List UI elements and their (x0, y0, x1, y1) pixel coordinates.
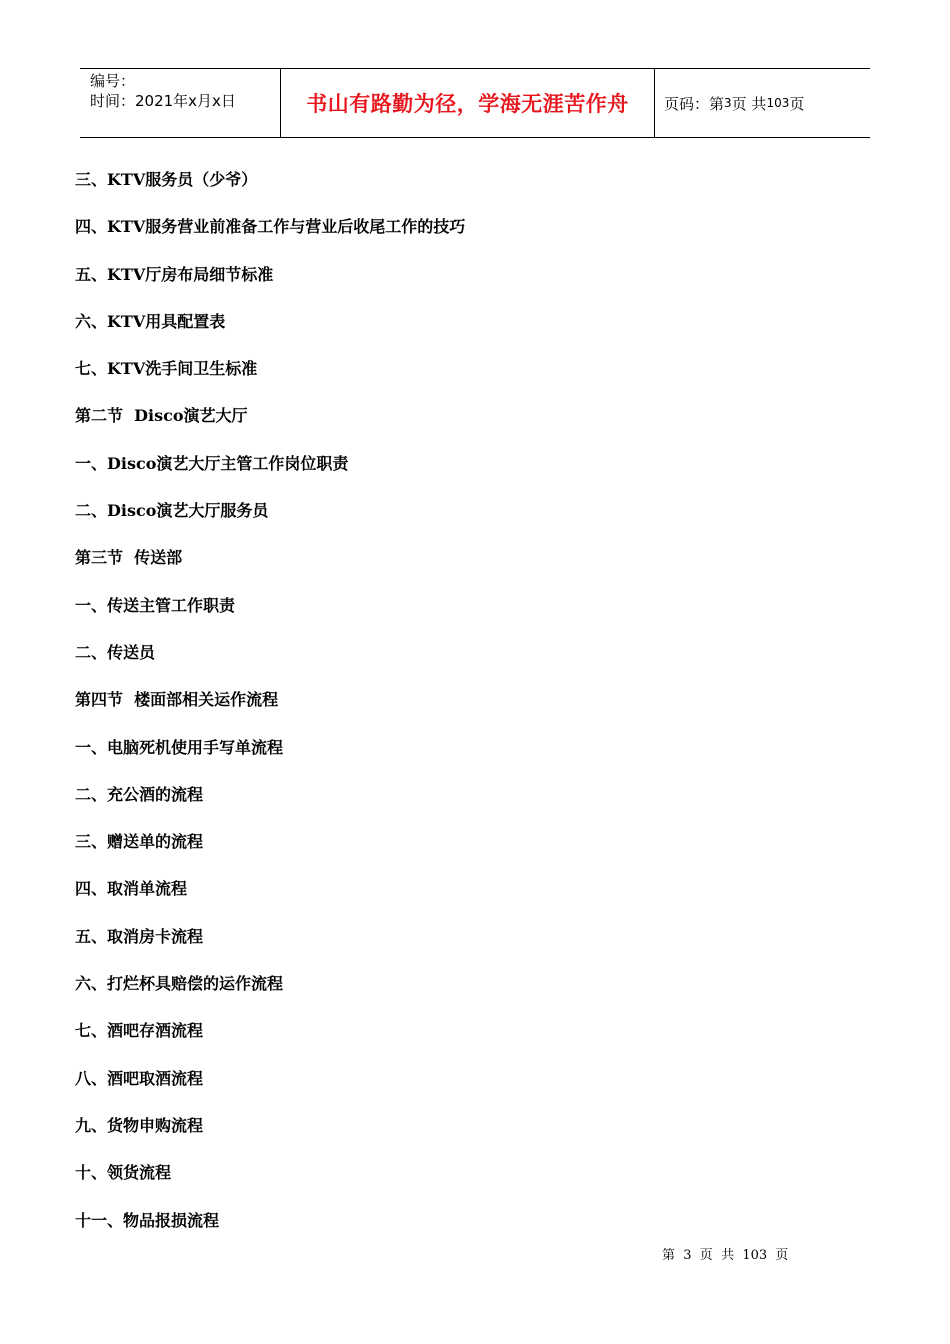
toc-item: 五、KTV厅房布局细节标准 (75, 264, 274, 284)
table-of-contents (75, 166, 465, 1254)
toc-item: 四、KTV服务营业前准备工作与营业后收尾工作的技巧 (75, 217, 466, 237)
toc-section-heading: 第三节 传送部 (75, 548, 183, 568)
toc-item: 十、领货流程 (75, 1163, 172, 1183)
header-motto: 书山有路勤为径，学海无涯苦作舟 (281, 69, 655, 137)
toc-item: 五、取消房卡流程 (75, 926, 204, 946)
toc-section-heading: 第四节 楼面部相关运作流程 (75, 690, 279, 710)
toc-item: 一、Disco演艺大厅主管工作岗位职责 (75, 453, 349, 473)
toc-section-heading: 第二节 Disco演艺大厅 (75, 406, 248, 426)
header-page-info (655, 69, 870, 137)
page-total: 103 (766, 96, 790, 110)
toc-item: 二、Disco演艺大厅服务员 (75, 501, 269, 521)
toc-item: 六、KTV用具配置表 (75, 311, 226, 331)
toc-item: 七、酒吧存酒流程 (75, 1021, 204, 1041)
page-header (80, 68, 870, 138)
toc-item: 一、传送主管工作职责 (75, 595, 236, 615)
page-prefix: 页码：第 (664, 94, 725, 113)
page-middle: 页 共 (731, 94, 767, 113)
toc-item: 十一、物品报损流程 (75, 1210, 220, 1230)
toc-item: 四、取消单流程 (75, 879, 188, 899)
toc-item: 九、货物申购流程 (75, 1115, 204, 1135)
header-meta (80, 69, 281, 137)
number-label: 编号： (90, 72, 136, 90)
toc-item: 二、充公酒的流程 (75, 784, 204, 804)
toc-item: 八、酒吧取酒流程 (75, 1068, 204, 1088)
time-label: 时间：2021年x月x日 (90, 92, 236, 110)
toc-item: 三、KTV服务员（少爷） (75, 170, 258, 189)
page-suffix: 页 (789, 94, 805, 113)
toc-item: 二、传送员 (75, 642, 156, 662)
page-footer: 第 3 页 共 103 页 (662, 1248, 789, 1263)
toc-item: 三、赠送单的流程 (75, 832, 204, 852)
page-current: 3 (724, 96, 732, 110)
toc-item: 七、KTV洗手间卫生标准 (75, 359, 258, 379)
toc-item: 一、电脑死机使用手写单流程 (75, 737, 284, 757)
toc-item: 六、打烂杯具赔偿的运作流程 (75, 974, 284, 994)
